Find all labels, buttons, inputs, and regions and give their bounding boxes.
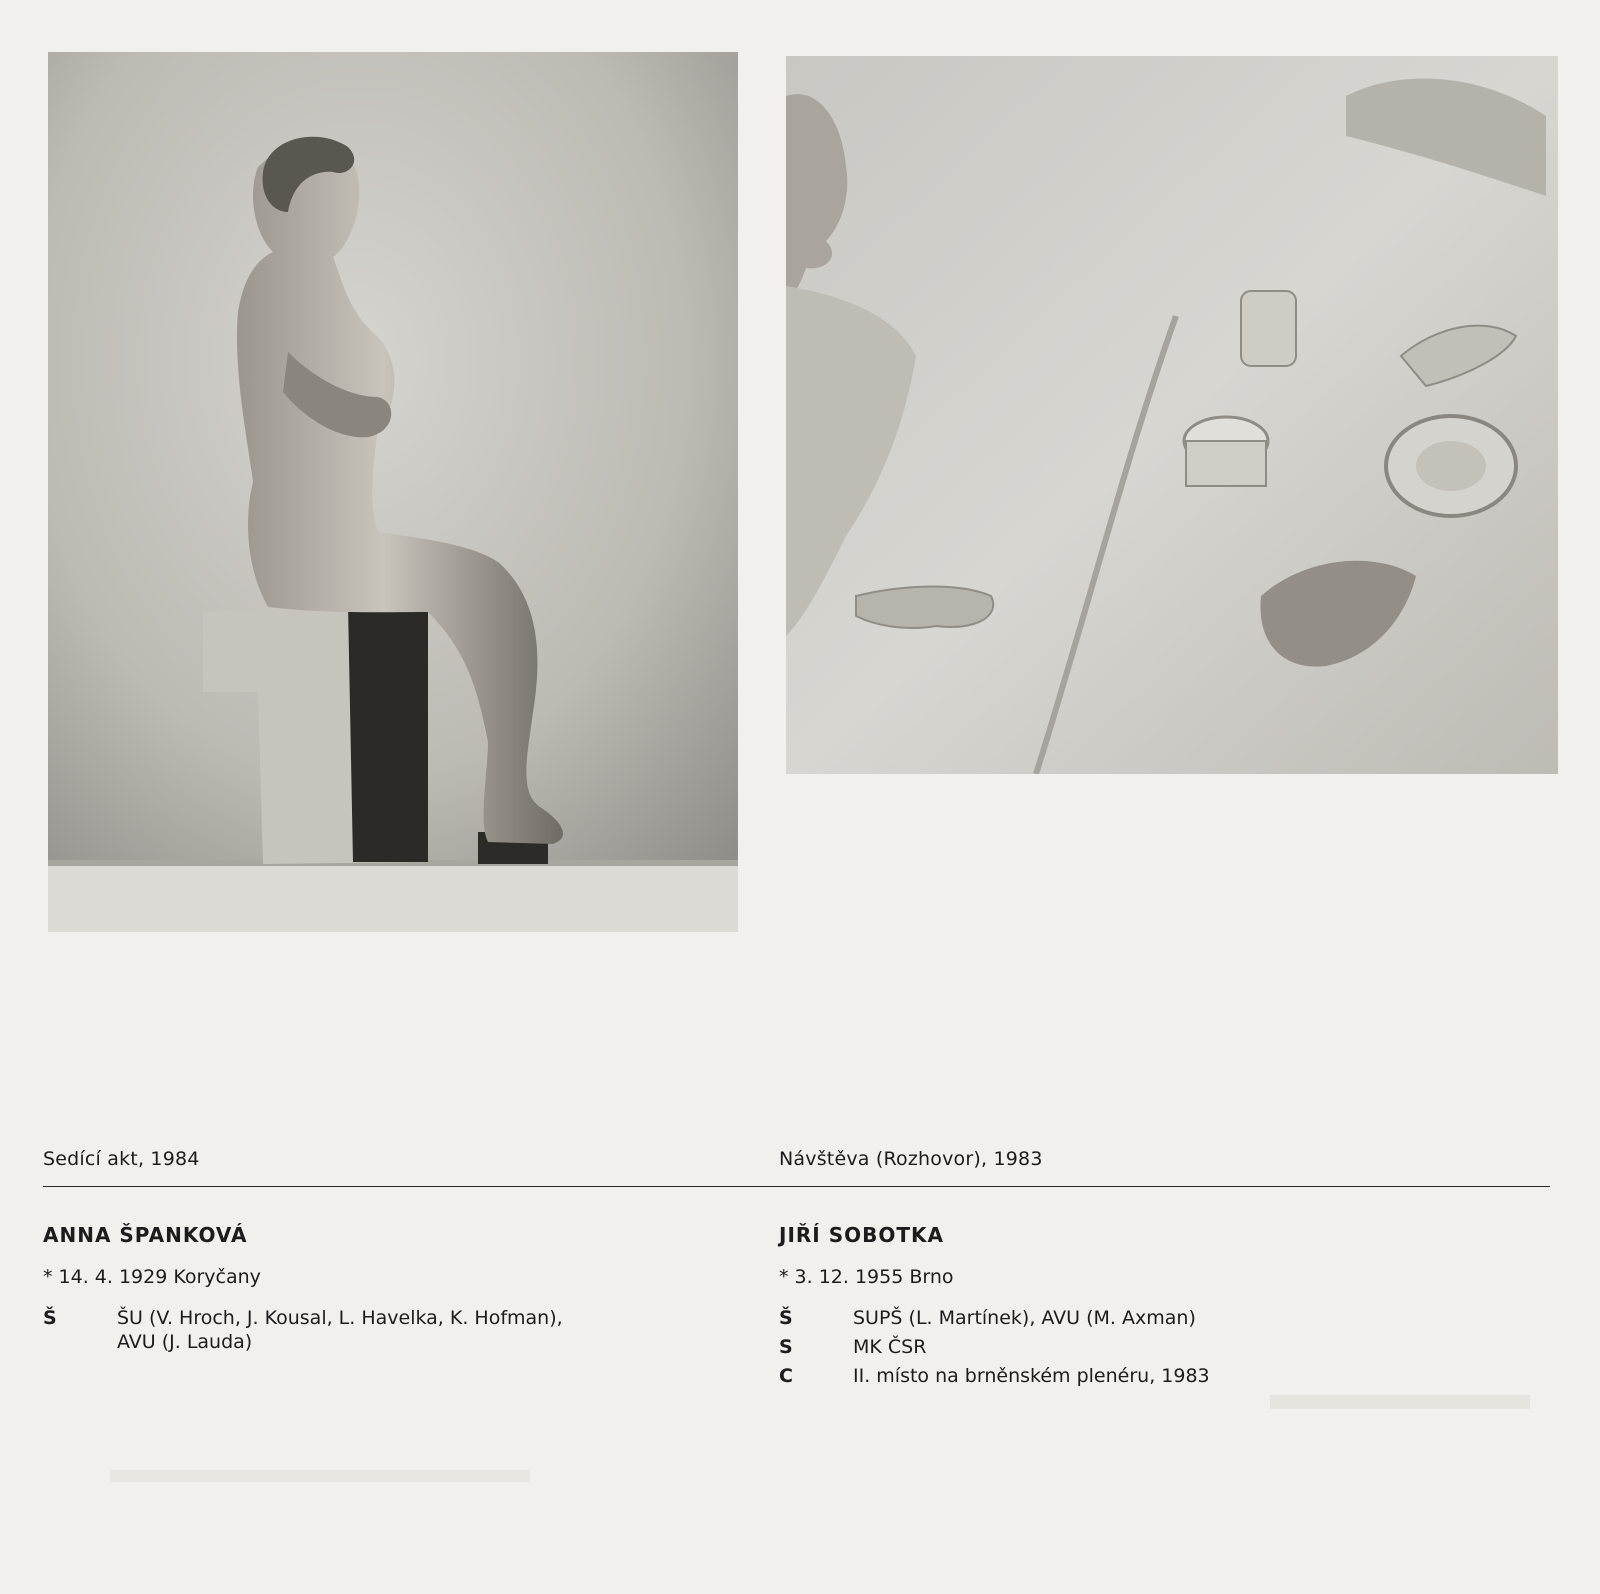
entry-value: II. místo na brněnském plenéru, 1983 [853, 1365, 1210, 1387]
birth-info-left: * 14. 4. 1929 Koryčany [43, 1266, 261, 1288]
entry-key: C [779, 1365, 793, 1387]
entry-value: MK ČSR [853, 1336, 927, 1358]
entry-key: Š [43, 1307, 57, 1329]
artwork-caption-right: Návštěva (Rozhovor), 1983 [779, 1148, 1043, 1170]
entry-value: ŠU (V. Hroch, J. Kousal, L. Havelka, K. Hofman), [117, 1307, 563, 1329]
artist-name-right: JIŘÍ SOBOTKA [779, 1223, 944, 1247]
birth-info-right: * 3. 12. 1955 Brno [779, 1266, 954, 1288]
relief-photo-conversation [786, 56, 1558, 774]
sculpture-photo-seated-nude [48, 52, 738, 932]
bleed-through-text [110, 1470, 530, 1482]
entry-value: SUPŠ (L. Martínek), AVU (M. Axman) [853, 1307, 1196, 1329]
entry-key: Š [779, 1307, 793, 1329]
divider-line [43, 1186, 1550, 1187]
artwork-caption-left: Sedící akt, 1984 [43, 1148, 200, 1170]
bleed-through-text [1270, 1395, 1530, 1409]
entry-value: AVU (J. Lauda) [117, 1331, 253, 1353]
entry-key: S [779, 1336, 793, 1358]
artist-name-left: ANNA ŠPANKOVÁ [43, 1223, 248, 1247]
